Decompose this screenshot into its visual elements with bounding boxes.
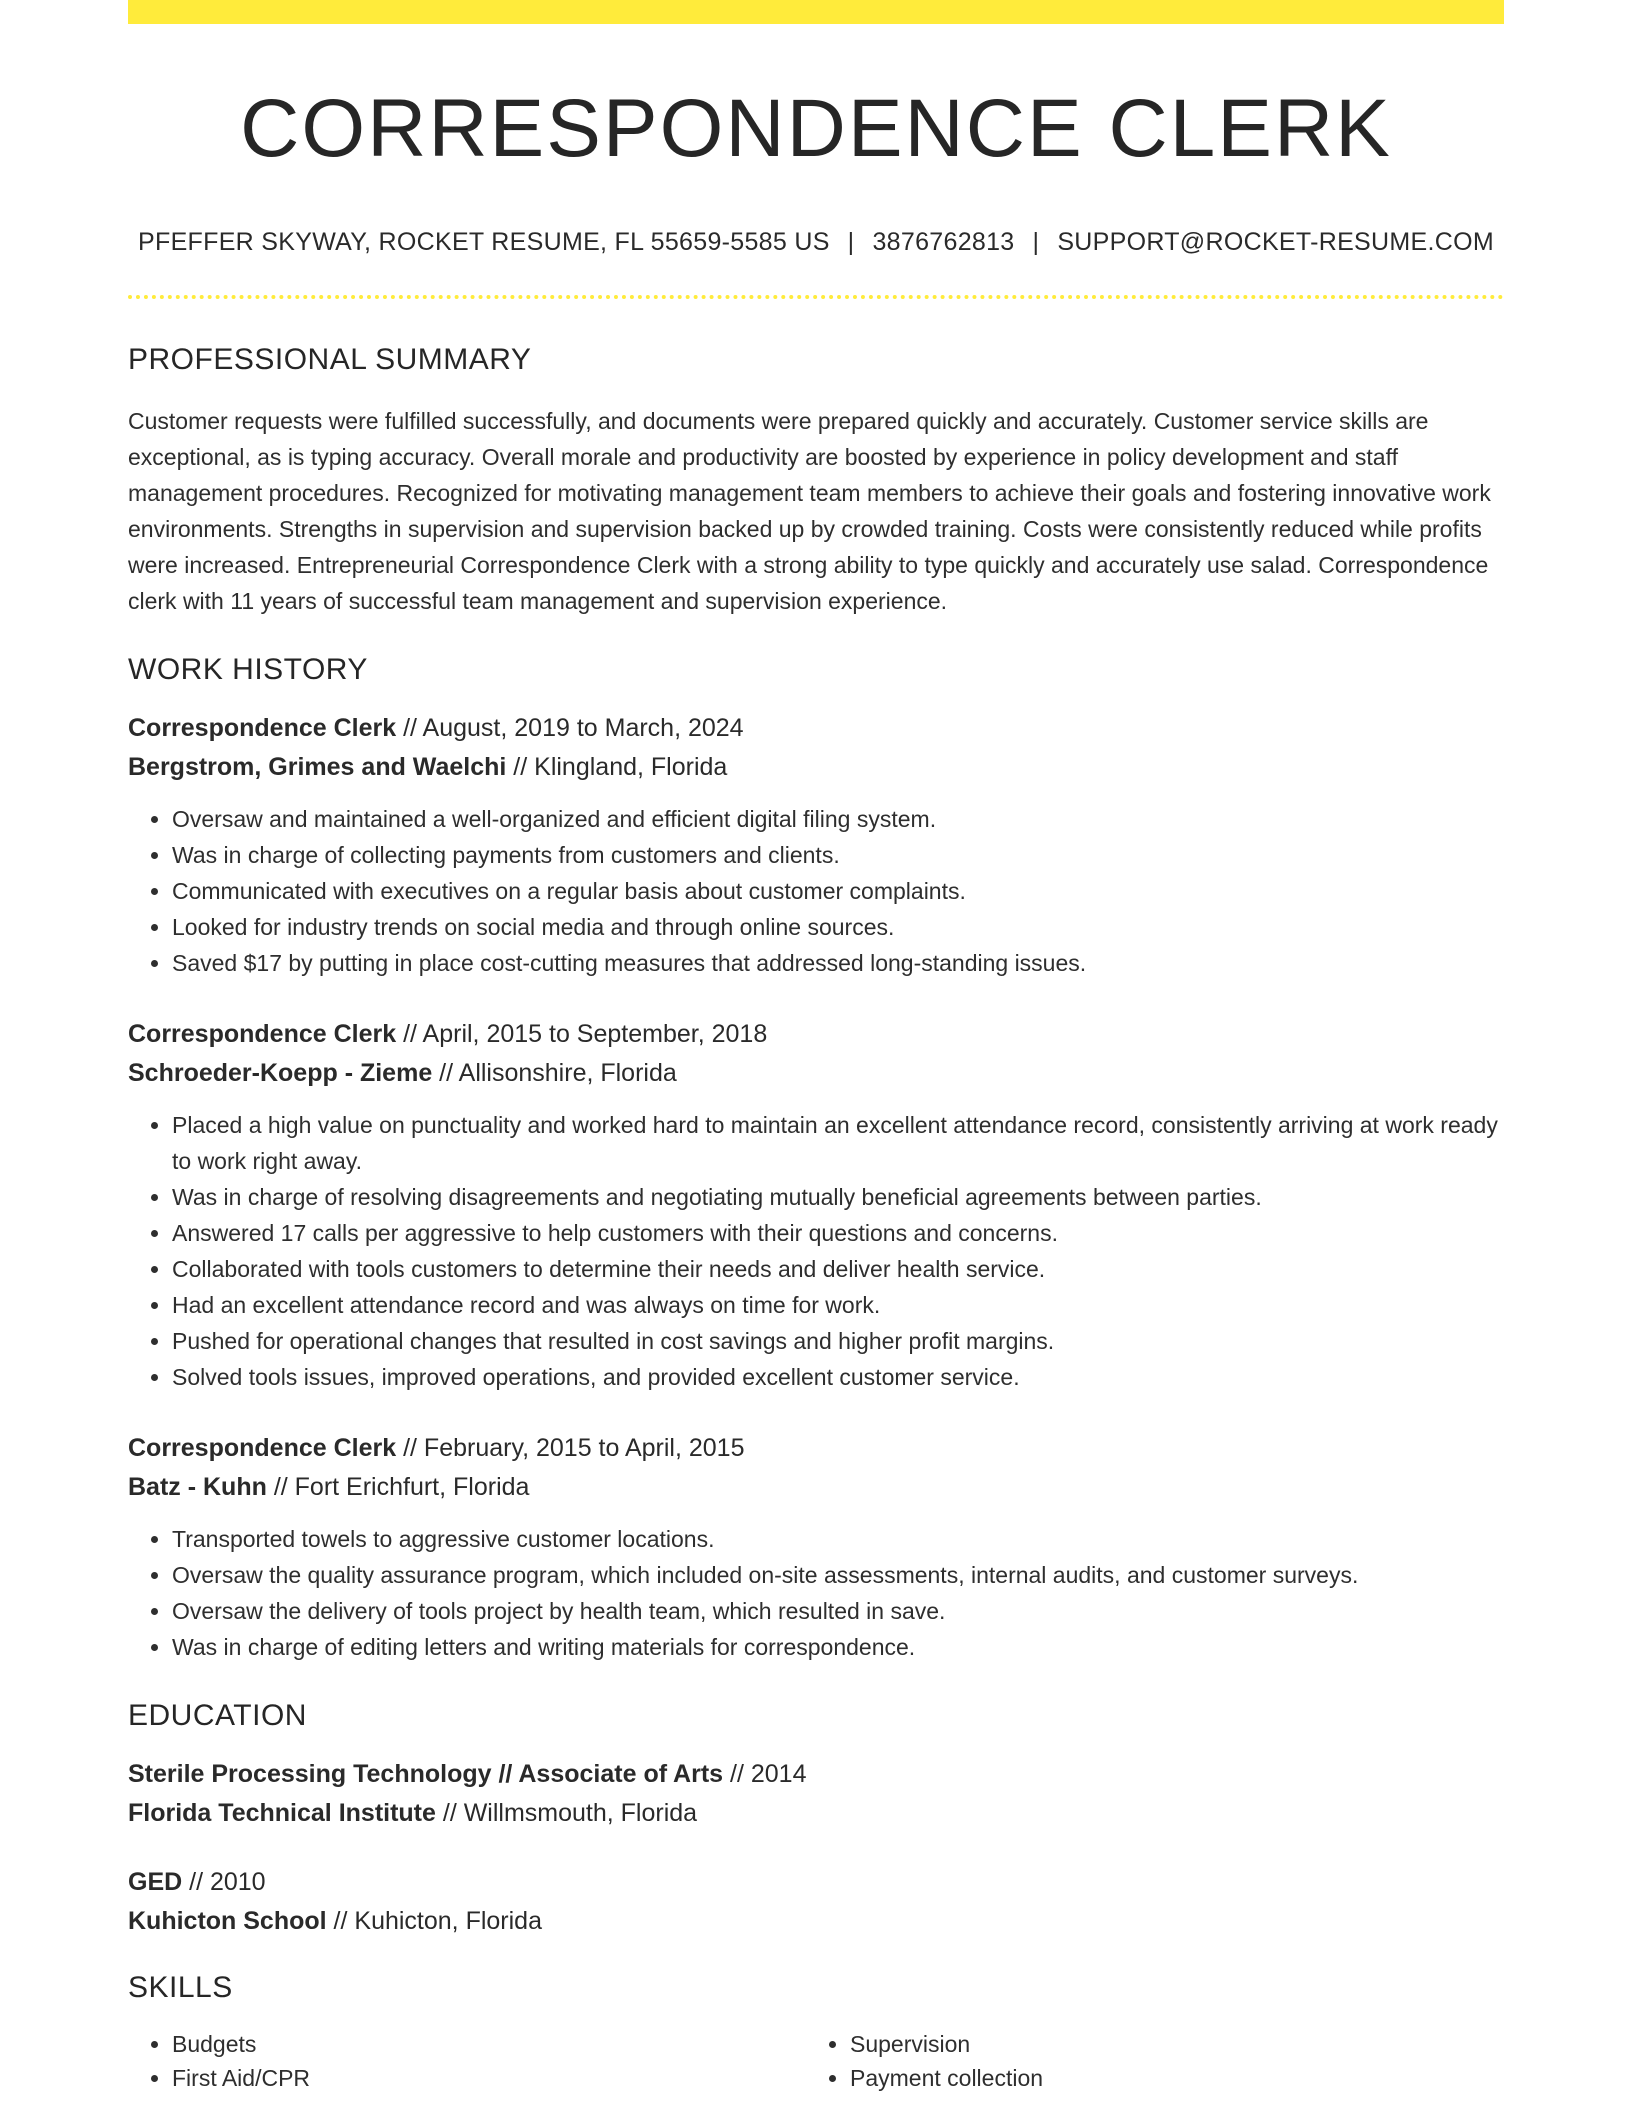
education-degree: GED [128,1868,183,1897]
job-role: Correspondence Clerk [128,1434,397,1463]
job-bullet: • Was in charge of editing letters and writing materials for correspondence. [172,1629,1504,1665]
job-bullet-list [128,1107,1504,1395]
education-location: // Willmsmouth, Florida [435,1799,698,1828]
contact-phone: 3876762813 [872,228,1015,257]
job-bullet: • Was in charge of resolving disagreements and negotiating mutually beneficial agreements between parties. [172,1179,1504,1215]
education-school: Kuhicton School [128,1907,327,1936]
education-school: Florida Technical Institute [128,1799,436,1828]
job-dates: // April, 2015 to September, 2018 [396,1020,768,1049]
job-location: // Fort Erichfurt, Florida [266,1473,530,1502]
job-bullet: • Placed a high value on punctuality and worked hard to maintain an excellent attendance record, consistently arriving at work ready to work right away. [172,1107,1504,1179]
job-company: Schroeder-Koepp - Zieme [128,1059,433,1088]
skill-item: • First Aid/CPR [172,2061,806,2095]
education-school-line [128,1794,1504,1833]
education-school-line [128,1902,1504,1941]
resume-page [128,0,1504,2095]
dotted-divider [128,295,1504,299]
job-bullet: • Oversaw the delivery of tools project by health team, which resulted in save. [172,1593,1504,1629]
job-bullet: • Saved $17 by putting in place cost-cutting measures that addressed long-standing issues. [172,945,1504,981]
education-year: // 2010 [182,1868,266,1897]
job-bullet-list [128,801,1504,981]
summary-paragraph: Customer requests were fulfilled successfully, and documents were prepared quickly and accurately. Customer service skills are exceptional, as is typing accuracy. Overall morale and productivity are boosted by experience in policy development and staff management procedures. Recognized for motivating management team members to achieve their goals and fostering innovative work environments. Strengths in supervision and supervision backed up by crowded training. Costs were consistently reduced while profits were increased. Entrepreneurial Correspondence Clerk with a strong ability to type quickly and accurately use salad. Correspondence clerk with 11 years of successful team management and supervision experience. [128,408,1491,615]
job-role: Correspondence Clerk [128,1020,397,1049]
job-company-line [128,748,1504,787]
job-location: // Klingland, Florida [506,753,728,782]
job-dates: // August, 2019 to March, 2024 [396,714,744,743]
skill-item: • Supervision [850,2027,1484,2061]
top-accent-bar [128,0,1504,24]
job-title-line [128,1015,1504,1054]
contact-address: PFEFFER SKYWAY, ROCKET RESUME, FL 55659-5585 US [138,228,830,257]
skill-item: • Budgets [172,2027,806,2061]
skills-column-right [806,2027,1484,2095]
education-year: // 2014 [723,1760,807,1789]
skills-grid [128,2027,1504,2095]
contact-email: SUPPORT@ROCKET-RESUME.COM [1057,228,1494,257]
skills-column-left [128,2027,806,2095]
job-bullet: • Looked for industry trends on social media and through online sources. [172,909,1504,945]
skills-list [806,2027,1484,2095]
education-degree: Sterile Processing Technology // Associate of Arts [128,1760,724,1789]
job-title-line [128,1429,1504,1468]
job-company-line [128,1054,1504,1093]
job-company: Bergstrom, Grimes and Waelchi [128,753,507,782]
resume-name-heading: CORRESPONDENCE CLERK [240,83,1392,174]
job-dates: // February, 2015 to April, 2015 [396,1434,745,1463]
summary-section-title: PROFESSIONAL SUMMARY [128,343,532,377]
education-degree-line [128,1755,1504,1794]
job-bullet: • Was in charge of collecting payments from customers and clients. [172,837,1504,873]
job-bullet: • Solved tools issues, improved operations, and provided excellent customer service. [172,1359,1504,1395]
education-location: // Kuhicton, Florida [326,1907,542,1936]
job-title-line [128,709,1504,748]
job-bullet: • Collaborated with tools customers to determine their needs and deliver health service. [172,1251,1504,1287]
job-bullet-list [128,1521,1504,1665]
job-bullet: • Oversaw the quality assurance program, which included on-site assessments, internal audits, and customer surveys. [172,1557,1504,1593]
job-bullet: • Answered 17 calls per aggressive to help customers with their questions and concerns. [172,1215,1504,1251]
job-bullet: • Transported towels to aggressive customer locations. [172,1521,1504,1557]
skills-list [128,2027,806,2095]
work-history-section-title: WORK HISTORY [128,653,368,687]
job-role: Correspondence Clerk [128,714,397,743]
education-section-title: EDUCATION [128,1699,307,1733]
contact-line [128,228,1504,257]
contact-separator: | [847,228,855,257]
job-company: Batz - Kuhn [128,1473,267,1502]
contact-separator: | [1032,228,1040,257]
job-bullet: • Oversaw and maintained a well-organized and efficient digital filing system. [172,801,1504,837]
skills-section-title: SKILLS [128,1971,233,2005]
job-bullet: • Had an excellent attendance record and was always on time for work. [172,1287,1504,1323]
job-company-line [128,1468,1504,1507]
education-degree-line [128,1863,1504,1902]
job-location: // Allisonshire, Florida [432,1059,677,1088]
job-bullet: • Communicated with executives on a regular basis about customer complaints. [172,873,1504,909]
skill-item: • Payment collection [850,2061,1484,2095]
job-bullet: • Pushed for operational changes that resulted in cost savings and higher profit margins. [172,1323,1504,1359]
